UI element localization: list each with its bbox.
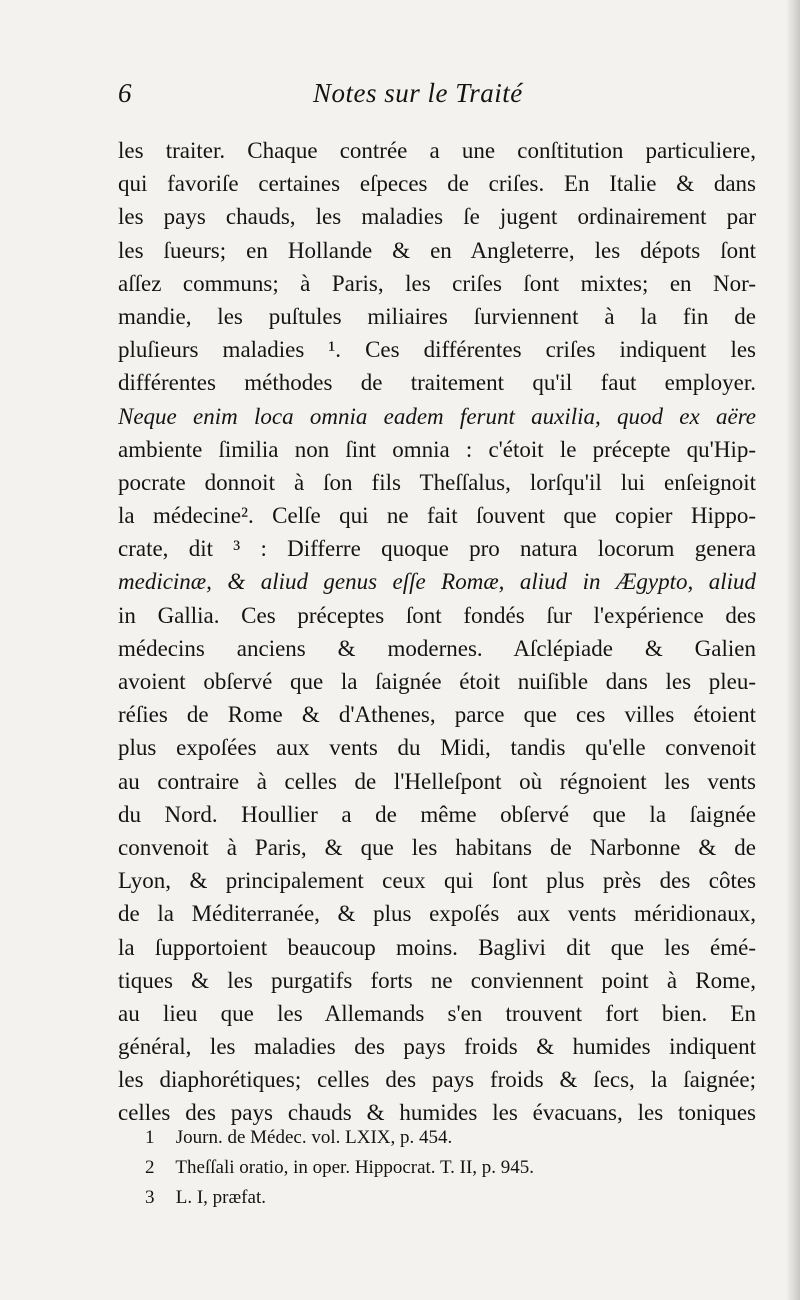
text-line: avoient obſervé que la ſaignée étoit nuiſible dans les pleu- (118, 669, 756, 694)
text-line: général, les maladies des pays froids & humides indiquent (118, 1034, 756, 1060)
text-line-latin-quote: ambiente ſimilia non ſint omnia : c'étoit le précepte qu'Hip- (118, 436, 756, 462)
text-line: mandie, les puſtules miliaires ſurviennent à la fin de (118, 303, 756, 329)
body-text (118, 134, 756, 1130)
footnote-text: Journ. de Médec. vol. LXIX, p. 454. (175, 1127, 453, 1148)
footnote-text: L. I, præfat. (175, 1187, 266, 1208)
text-line: convenoit à Paris, & que les habitans de Narbonne & de (118, 834, 756, 860)
footnote-text: Theſſali oratio, in oper. Hippocrat. T. II, p. 945. (175, 1157, 535, 1178)
footnotes (145, 1123, 705, 1213)
text-line: les pays chauds, les maladies ſe jugent ordinairement par (118, 204, 756, 230)
text-line: pluſieurs maladies ¹. Ces différentes criſes indiquent les (118, 337, 756, 363)
text-line: tiques & les purgatifs forts ne conviennent point à Rome, (118, 967, 756, 993)
text-line: qui favoriſe certaines eſpeces de criſes. En Italie & dans (118, 171, 756, 197)
text-line: la ſupportoient beaucoup moins. Baglivi dit que les émé- (118, 934, 756, 960)
footnote (145, 1123, 705, 1153)
footnote-number: 3 (145, 1187, 155, 1208)
footnote-number: 2 (145, 1157, 155, 1178)
text-line: aſſez communs; à Paris, les criſes ſont mixtes; en Nor- (118, 270, 756, 296)
text-line-latin-quote: medicinæ, & aliud genus eſſe Romæ, aliud in Ægypto, aliud (118, 569, 756, 595)
text-line: les traiter. Chaque contrée a une conſtitution particuliere, (118, 138, 756, 163)
text-line: la médecine². Celſe qui ne fait ſouvent que copier Hippo- (118, 503, 756, 529)
text-line: pocrate donnoit à ſon fils Theſſalus, lorſqu'il lui enſeignoit (118, 469, 756, 495)
text-line: in Gallia. Ces préceptes ſont fondés ſur l'expérience des (118, 602, 756, 628)
running-head (118, 78, 758, 118)
text-line: les ſueurs; en Hollande & en Angleterre, les dépots ſont (118, 237, 756, 263)
text-line: celles des pays chauds & humides les évacuans, les toniques (118, 1100, 756, 1126)
text-line: différentes méthodes de traitement qu'il faut employer. (118, 370, 756, 396)
footnote (145, 1183, 705, 1213)
text-line: médecins anciens & modernes. Aſclépiade & Galien (118, 635, 756, 661)
text-line: les diaphorétiques; celles des pays froids & ſecs, la ſaignée; (118, 1067, 756, 1093)
text-line: au contraire à celles de l'Helleſpont où régnoient les vents (118, 768, 756, 794)
text-line: au lieu que les Allemands s'en trouvent fort bien. En (118, 1000, 756, 1026)
text-line: plus expoſées aux vents du Midi, tandis qu'elle convenoit (118, 735, 756, 761)
text-line: Lyon, & principalement ceux qui ſont plus près des côtes (118, 868, 756, 894)
page-number: 6 (118, 78, 132, 108)
text-line: réſies de Rome & d'Athenes, parce que ces villes étoient (118, 702, 756, 728)
footnote-number: 1 (145, 1127, 155, 1148)
footnote (145, 1153, 705, 1183)
text-line: de la Méditerranée, & plus expoſés aux vents méridionaux, (118, 901, 756, 927)
text-line: crate, dit ³ : Differre quoque pro natura locorum genera (118, 536, 756, 562)
running-head-title: Notes sur le Traité (313, 78, 523, 108)
text-line: du Nord. Houllier a de même obſervé que la ſaignée (118, 801, 756, 827)
text-line-latin-quote: Neque enim loca omnia eadem ferunt auxilia, quod ex aëre (118, 403, 756, 429)
gutter-shadow (786, 0, 800, 1300)
